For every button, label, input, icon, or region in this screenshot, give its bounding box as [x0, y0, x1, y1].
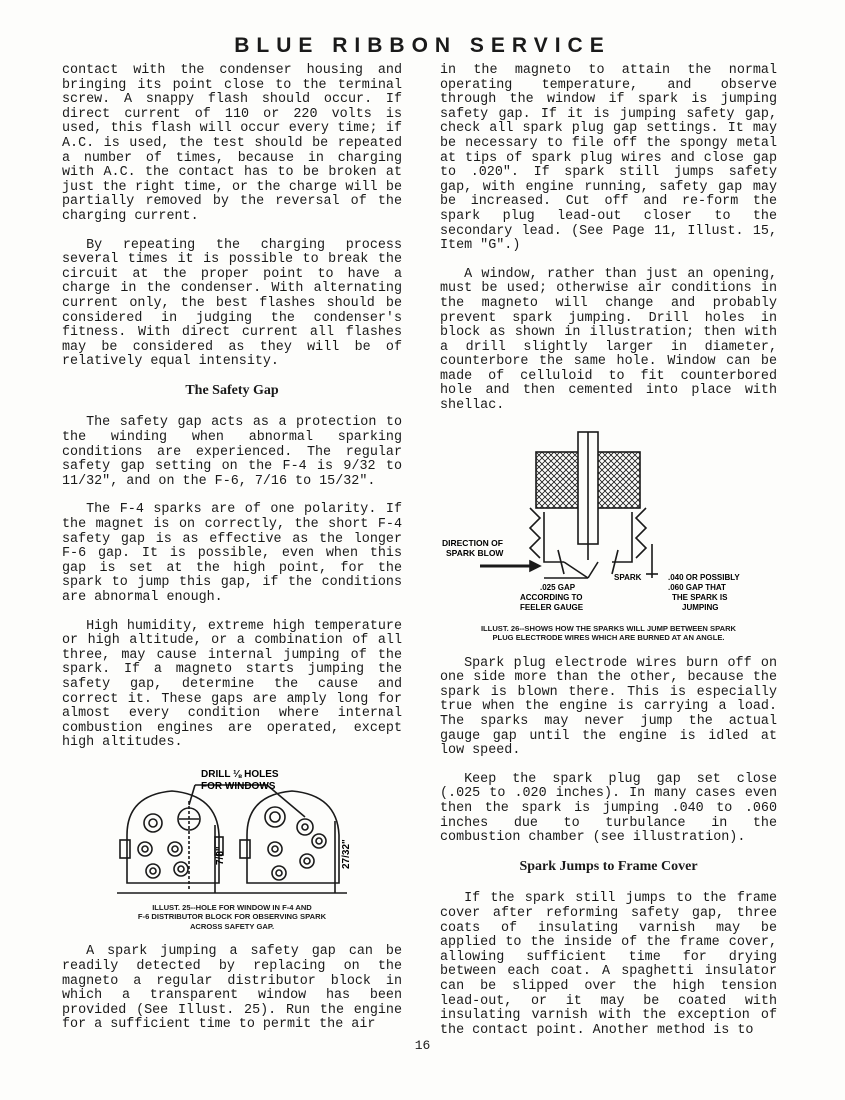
direction-label-2: SPARK BLOW	[446, 547, 504, 558]
gap-label-3: FEELER GAUGE	[520, 602, 584, 612]
paragraph: contact with the condenser housing and bringing its point close to the terminal screw. A snappy flash should occur. If direct current of 110 or 220 volts is used, this flash will occur every time; if A.C. is used, the test should be repeated a number of times, because in charging with A.C. the contact has to be broken at just the right time, or the charge will be partially removed by the reversal of the charging current.	[62, 63, 402, 224]
paragraph: A spark jumping a safety gap can be readily detected by replacing on the magneto a regular distributor block in which a transparent window has been provided (See Illust. 25). Run the engine for a sufficient time to permit the air	[62, 944, 402, 1033]
left-column	[62, 64, 402, 1047]
right-column	[440, 64, 777, 1052]
paragraph: By repeating the charging process several times it is possible to break the circuit at the proper point to have a charge in the condenser. With alternating current only, the best flashes should be considered in judging the condenser's fitness. With direct current all flashes may be considered as they will be of relatively equal intensity.	[62, 237, 402, 370]
drill-label: DRILL ⅛ HOLES	[201, 768, 279, 780]
dimension-label: 7/8"	[215, 846, 226, 865]
distributor-block-illustration	[97, 765, 367, 897]
paragraph: High humidity, extreme high temperature or high altitude, or a combination of all three, may cause internal jumping of the spark. If a magneto starts jumping the safety gap, determine the cause and correct it. These gaps are amply long for almost every condition where internal combustion engines are operated, except high altitudes.	[62, 618, 402, 751]
section-heading: Spark Jumps to Frame Cover	[519, 858, 698, 874]
paragraph: in the magneto to attain the normal operating temperature, and observe through the window if spark is jumping safety gap. If it is jumping safety gap, check all spark plug gap settings. It may be necessary to file off the spongy metal at tips of spark plug wires and close gap to .020". If spark still jumps safety gap, with engine running, safety gap may be increased. Cut off and re-form the spark plug lead-out closer to the secondary lead. (See Page 11, Illust. 15, Item "G".)	[440, 63, 777, 254]
paragraph: If the spark still jumps to the frame cover after reforming safety gap, three coats of insulating varnish may be applied to the inside of the frame cover, allowing sufficient time for drying between each coat. A spaghetti insulator can be slipped over the high tension lead-out, or it may be coated with insulating varnish with the exception of the contact point. Another method is to	[440, 891, 777, 1038]
figure-caption: ILLUST. 26--SHOWS HOW THE SPARKS WILL JUMP BETWEEN SPARK PLUG ELECTRODE WIRES WHICH ARE BURNED AT AN ANGLE.	[480, 623, 737, 643]
paragraph: Keep the spark plug gap set close (.025 to .020 inches). In many cases even then the spark is jumping .040 to .060 inches due to turbulance in the combustion chamber (see illustration).	[440, 771, 777, 846]
paragraph: The F-4 sparks are of one polarity. If the magnet is on correctly, the short F-4 safety gap is as effective as the longer F-6 gap. It is possible, even when this gap is set at the high point, for the spark to jump this gap, if the conditions are abnormal enough.	[62, 502, 402, 605]
paragraph: The safety gap acts as a protection to the winding when abnormal sparking conditions are experienced. The regular safety gap setting on the F-4 is 9/32 to 11/32", and on the F-6, 7/16 to 15/32".	[62, 415, 402, 489]
possibly-label-3: THE SPARK IS	[672, 592, 728, 602]
possibly-label-4: JUMPING	[682, 602, 719, 612]
gap-label-2: ACCORDING TO	[520, 592, 583, 602]
possibly-label: .040 OR POSSIBLY	[668, 572, 740, 582]
dimension-label: 27/32"	[341, 839, 352, 869]
possibly-label-2: .060 GAP THAT	[668, 582, 726, 592]
gap-label: .025 GAP	[540, 582, 576, 592]
spark-plug-illustration	[440, 428, 777, 618]
section-heading: The Safety Gap	[185, 382, 279, 398]
spark-label: SPARK	[614, 572, 642, 582]
paragraph: A window, rather than just an opening, must be used; otherwise air conditions in the magneto will change and probably prevent spark jumping. Drill holes in block as shown in illustration; then with a drill slightly larger in diameter, counterbore the same hole. Window can be made of celluloid to fit counterbored hole and then cemented into place with shellac.	[440, 266, 777, 414]
direction-label: DIRECTION OF	[442, 537, 503, 548]
drill-label-2: FOR WINDOWS	[201, 780, 276, 792]
page-number: 16	[414, 1038, 431, 1053]
paragraph: Spark plug electrode wires burn off on one side more than the other, because the spark is blown there. This is especially true when the engine is carrying a load. The sparks may never jump the actual gauge gap until the engine is idled at low speed.	[440, 655, 777, 759]
figure-caption: ILLUST. 25--HOLE FOR WINDOW IN F-4 AND F-6 DISTRIBUTOR BLOCK FOR OBSERVING SPARK ACROSS SAFETY GAP.	[137, 902, 327, 931]
page-header: BLUE RIBBON SERVICE	[234, 34, 611, 57]
